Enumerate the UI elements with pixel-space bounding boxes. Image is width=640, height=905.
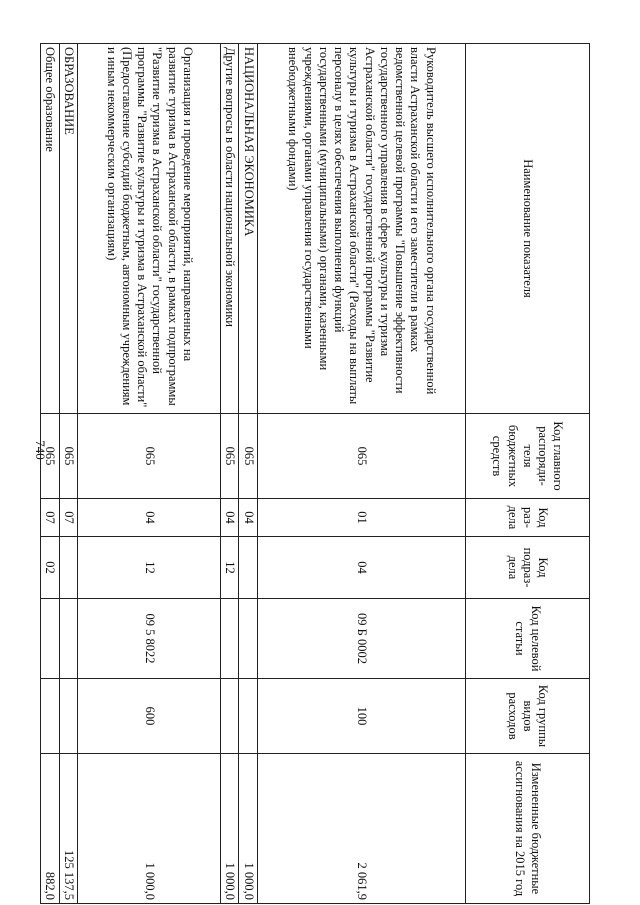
header-target-code: Код целевой статьи <box>465 599 589 679</box>
row-target-code <box>59 599 78 679</box>
row-admin-code: 065 <box>41 414 60 499</box>
row-target-code <box>220 599 239 679</box>
row-admin-code: 065 <box>59 414 78 499</box>
row-target-code <box>239 599 258 679</box>
row-admin-code: 065 <box>220 414 239 499</box>
row-target-code <box>41 599 60 679</box>
row-name: Руководитель высшего исполнительного органа государственной власти Астраханской области и его заместители в рамках ведомственной целевой программы "Повышение эффективности государственного управления в сфере культуры и туризма Астраханской области" государственной программы "Развитие культуры и туризма в Астраханской области" (Расходы на выплаты персоналу в целях обеспечения выполнения функций государственными (муниципальными) органами, казенными учреждениями, органами управления государственными внебюджетными фондами) <box>257 44 465 414</box>
row-subsection-code <box>59 537 78 599</box>
row-subsection-code: 12 <box>220 537 239 599</box>
row-expense-type-code <box>41 679 60 754</box>
header-section-code: Код раз- дела <box>465 499 589 537</box>
row-name: Общее образование <box>41 44 60 414</box>
row-admin-code: 065 <box>239 414 258 499</box>
row-subsection-code: 04 <box>257 537 465 599</box>
row-section-code: 07 <box>41 499 60 537</box>
budget-table <box>40 43 590 904</box>
row-expense-type-code <box>239 679 258 754</box>
row-admin-code: 065 <box>257 414 465 499</box>
row-subsection-code <box>239 537 258 599</box>
row-name: Другие вопросы в области национальной экономики <box>220 44 239 414</box>
header-amount: Измененные бюджетные ассигнования на 2015 год <box>465 754 589 904</box>
row-target-code: 09 Б 0002 <box>257 599 465 679</box>
table-header-row <box>465 44 589 904</box>
table-row <box>41 44 60 904</box>
row-expense-type-code <box>59 679 78 754</box>
row-amount: 1 000,0 <box>239 754 258 904</box>
row-expense-type-code: 100 <box>257 679 465 754</box>
row-admin-code: 065 <box>78 414 221 499</box>
row-amount: 2 061,9 <box>257 754 465 904</box>
row-section-code: 04 <box>78 499 221 537</box>
header-expense-type-code: Код группы видов расходов <box>465 679 589 754</box>
header-name: Наименование показателя <box>465 44 589 414</box>
page-number: 740 <box>32 440 48 460</box>
header-subsection-code: Код подраз- дела <box>465 537 589 599</box>
header-admin-code: Код главного распоряди- теля бюджетных средств <box>465 414 589 499</box>
table-row <box>239 44 258 904</box>
table-row <box>220 44 239 904</box>
row-amount: 125 137,5 <box>59 754 78 904</box>
row-section-code: 04 <box>239 499 258 537</box>
row-section-code: 01 <box>257 499 465 537</box>
table-row <box>78 44 221 904</box>
row-expense-type-code <box>220 679 239 754</box>
row-subsection-code: 02 <box>41 537 60 599</box>
row-name: Организация и проведение мероприятий, направленных на развитие туризма в Астраханской области, в рамках подпрограммы "Развитие туризма в Астраханской области" государственной программы "Развитие культуры и туризма в Астраханской области" (Предоставление субсидий бюджетным, автономным учреждениям и иным некоммерческим организациям) <box>78 44 221 414</box>
row-subsection-code: 12 <box>78 537 221 599</box>
row-expense-type-code: 600 <box>78 679 221 754</box>
row-name: НАЦИОНАЛЬНАЯ ЭКОНОМИКА <box>239 44 258 414</box>
table-row <box>257 44 465 904</box>
row-section-code: 07 <box>59 499 78 537</box>
row-amount: 882,0 <box>41 754 60 904</box>
row-target-code: 09 5 8022 <box>78 599 221 679</box>
row-amount: 1 000,0 <box>78 754 221 904</box>
table-row <box>59 44 78 904</box>
row-amount: 1 000,0 <box>220 754 239 904</box>
rotated-table-container <box>40 43 590 903</box>
row-name: ОБРАЗОВАНИЕ <box>59 44 78 414</box>
row-section-code: 04 <box>220 499 239 537</box>
